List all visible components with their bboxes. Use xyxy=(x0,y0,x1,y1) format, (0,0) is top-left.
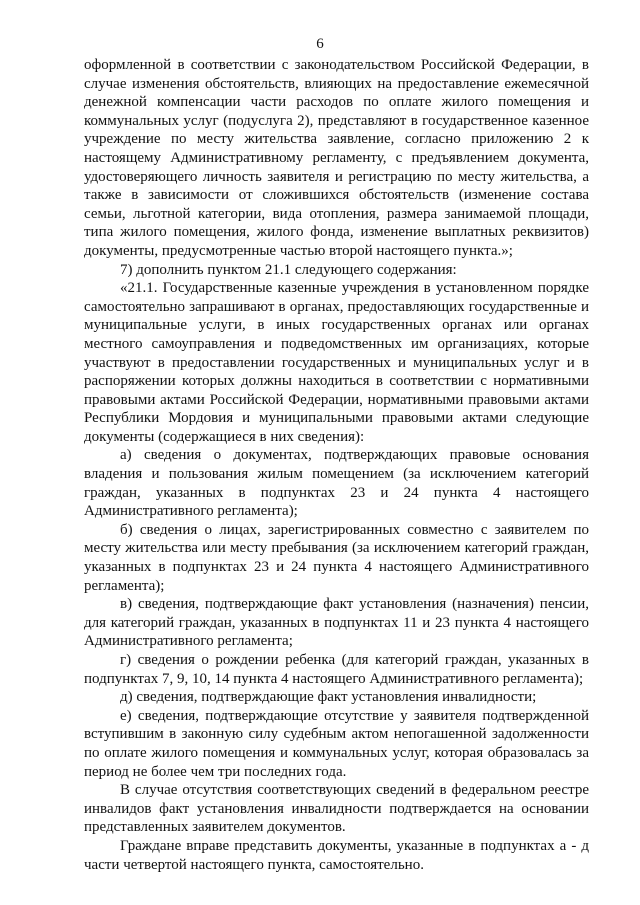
item-g: г) сведения о рождении ребенка (для категорий граждан, указанных в подпунктах 7, 9, 10, 14 пункта 4 настоящего Административного регламента); xyxy=(84,652,589,687)
paragraph-citizens-right: Граждане вправе представить документы, указанные в подпунктах а - д части четвертой настоящего пункта, самостоятельно. xyxy=(84,837,589,873)
paragraph-continuation: оформленной в соответствии с законодательством Российской Федерации, в случае изменения обстоятельств, влияющих на предоставление ежемесячной денежной компенсации части расходов по оплате жилого помещения и коммунальных услуг (подуслуга 2), представляют в государственное казенное учреждение по месту жительства заявление, согласно приложению 2 к настоящему Административному регламенту, с предъявлением документа, удостоверяющего личность заявителя и регистрацию по месту жительства, а также в зависимости от сложившихся обстоятельств (изменение состава семьи, льготной категории, вида отопления, размера занимаемой площади, типа жилого помещения, жилого фонда, изменение выплатных реквизитов) документы, предусмотренные частью второй настоящего пункта.»; xyxy=(84,57,589,259)
item-b: б) сведения о лицах, зарегистрированных совместно с заявителем по месту жительства или месту пребывания (за исключением категорий граждан, указанных в подпунктах 23 и 24 пункта 4 настоящего Административного регламента); xyxy=(84,521,589,594)
item-e: е) сведения, подтверждающие отсутствие у заявителя подтвержденной вступившим в законную силу судебным актом непогашенной задолженности по оплате жилого помещения и коммунальных услуг, которая образовалась за период не более чем три последних года. xyxy=(84,707,589,780)
paragraph-disability-registry: В случае отсутствия соответствующих сведений в федеральном реестре инвалидов факт установления инвалидности подтверждается на основании представленных заявителем документов. xyxy=(84,782,589,836)
paragraph-21-1: «21.1. Государственные казенные учреждения в установленном порядке самостоятельно запрашивают в органах, предоставляющих государственные и муниципальные услуги, в иных государственных органах или органах местного самоуправления и подведомственных им организациях, которые участвуют в предоставлении государственных и муниципальных услуг и в распоряжении которых должны находиться в соответствии с нормативными правовыми актами Российской Федерации, нормативными правовыми актами Республики Мордовия и муниципальными правовыми актами следующие документы (содержащиеся в них сведения): xyxy=(84,280,589,445)
item-v: в) сведения, подтверждающие факт установления (назначения) пенсии, для категорий граждан, указанных в подпунктах 11 и 23 пункта 4 настоящего Административного регламента; xyxy=(84,596,589,650)
item-d: д) сведения, подтверждающие факт установления инвалидности; xyxy=(120,689,537,706)
document-body xyxy=(84,56,589,874)
paragraph-amendment-7: 7) дополнить пунктом 21.1 следующего содержания: xyxy=(120,261,457,278)
item-a: а) сведения о документах, подтверждающих правовые основания владения и пользования жилым помещением (за исключением категорий граждан, указанных в подпунктах 23 и 24 пункта 4 настоящего Административного регламента); xyxy=(84,447,589,520)
page-number: 6 xyxy=(316,36,324,52)
